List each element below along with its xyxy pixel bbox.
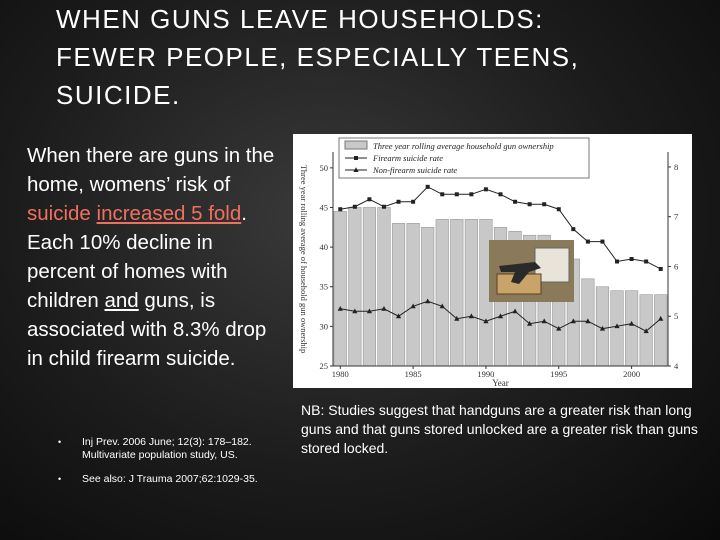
reference-text: See also: J Trauma 2007;62:1029-35.: [82, 473, 258, 485]
highlight-suicide: suicide: [27, 202, 91, 225]
firearm-suicide-point: [557, 207, 561, 211]
firearm-suicide-point: [455, 192, 459, 196]
reference-item: [58, 436, 288, 462]
text-run: .: [241, 202, 247, 225]
firearm-suicide-point: [499, 192, 503, 196]
firearm-suicide-point: [469, 192, 473, 196]
x-tick-label: 1980: [331, 369, 349, 379]
firearm-suicide-point: [659, 267, 663, 271]
legend-label: Three year rolling average household gun ownership: [373, 141, 554, 151]
legend-label: Firearm suicide rate: [373, 153, 444, 163]
ownership-bar: [465, 219, 478, 366]
right-tick-label: 7: [674, 211, 679, 222]
firearm-suicide-point: [440, 192, 444, 196]
text-run: Each 10% decline in percent of homes with children: [27, 231, 228, 312]
reference-text: Inj Prev. 2006 June; 12(3): 178–182. Multivariate population study, US.: [82, 436, 252, 461]
bullet-icon: •: [58, 437, 62, 447]
firearm-suicide-point: [600, 240, 604, 244]
chart-figure: [293, 134, 692, 388]
ownership-bar: [349, 207, 362, 366]
title-line: WHEN GUNS LEAVE HOUSEHOLDS:: [56, 4, 544, 34]
legend-bar-swatch: [345, 141, 367, 149]
note-text: NB: Studies suggest that handguns are a greater risk than long guns and that guns stored unlocked are a greater risk than guns stored locked.: [301, 402, 698, 456]
slide-title: [56, 0, 696, 114]
firearm-suicide-point: [571, 227, 575, 231]
text-run: When there are guns in the home, womens’ risk of: [27, 144, 275, 196]
right-tick-label: 4: [674, 361, 679, 371]
ownership-bar: [407, 223, 420, 366]
gun-suicide-chart: [293, 134, 692, 388]
ownership-bar: [451, 219, 464, 366]
firearm-suicide-point: [615, 259, 619, 263]
x-tick-label: 1985: [404, 369, 422, 379]
paragraph-decline: [27, 228, 282, 373]
legend-square-marker: [354, 156, 358, 160]
firearm-suicide-point: [513, 200, 517, 204]
left-tick-label: 25: [319, 361, 328, 371]
reference-item: [58, 473, 288, 486]
firearm-suicide-point: [528, 202, 532, 206]
firearm-suicide-point: [382, 205, 386, 209]
text-run: guns, is associated with 8.3% drop in child firearm suicide.: [27, 289, 267, 370]
firearm-suicide-point: [630, 257, 634, 261]
legend-label: Non-firearm suicide rate: [373, 165, 458, 175]
firearm-suicide-point: [353, 205, 357, 209]
left-tick-label: 30: [319, 321, 328, 332]
x-tick-label: 2000: [623, 369, 641, 379]
firearm-suicide-point: [411, 200, 415, 204]
x-tick-label: 1995: [550, 369, 568, 379]
firearm-suicide-point: [426, 185, 430, 189]
ownership-bar: [625, 291, 638, 366]
firearm-suicide-point: [542, 202, 546, 206]
x-axis-title: Year: [492, 378, 509, 388]
y-axis-title: Three year rolling average of household gun ownership: [299, 164, 309, 354]
firearm-suicide-point: [397, 200, 401, 204]
title-line: FEWER PEOPLE, ESPECIALLY TEENS,: [56, 42, 580, 72]
references-list: [58, 436, 288, 497]
highlight-increased-5-fold: increased 5 fold: [96, 202, 242, 225]
left-tick-label: 35: [319, 281, 328, 292]
left-tick-label: 50: [319, 162, 328, 173]
left-tick-label: 40: [319, 242, 328, 253]
paragraph-women-risk: [27, 141, 282, 228]
firearm-suicide-point: [484, 187, 488, 191]
ownership-bar: [611, 291, 624, 366]
ownership-bar: [654, 295, 667, 366]
ownership-bar: [378, 207, 391, 366]
ownership-bar: [392, 223, 405, 366]
underlined-and: and: [104, 289, 139, 312]
left-tick-label: 45: [319, 202, 328, 213]
title-line: SUICIDE.: [56, 80, 181, 110]
bullet-icon: •: [58, 474, 62, 484]
right-tick-label: 8: [674, 161, 679, 172]
ownership-bar: [421, 227, 434, 366]
right-tick-label: 5: [674, 311, 679, 322]
x-tick-label: 1990: [477, 369, 495, 379]
ownership-bar: [436, 219, 449, 366]
firearm-suicide-point: [367, 197, 371, 201]
firearm-suicide-point: [644, 259, 648, 263]
firearm-suicide-point: [338, 207, 342, 211]
body-text: [27, 141, 282, 373]
ownership-bar: [363, 207, 376, 366]
firearm-suicide-point: [586, 240, 590, 244]
right-tick-label: 6: [674, 261, 679, 272]
ownership-bar: [334, 211, 347, 366]
